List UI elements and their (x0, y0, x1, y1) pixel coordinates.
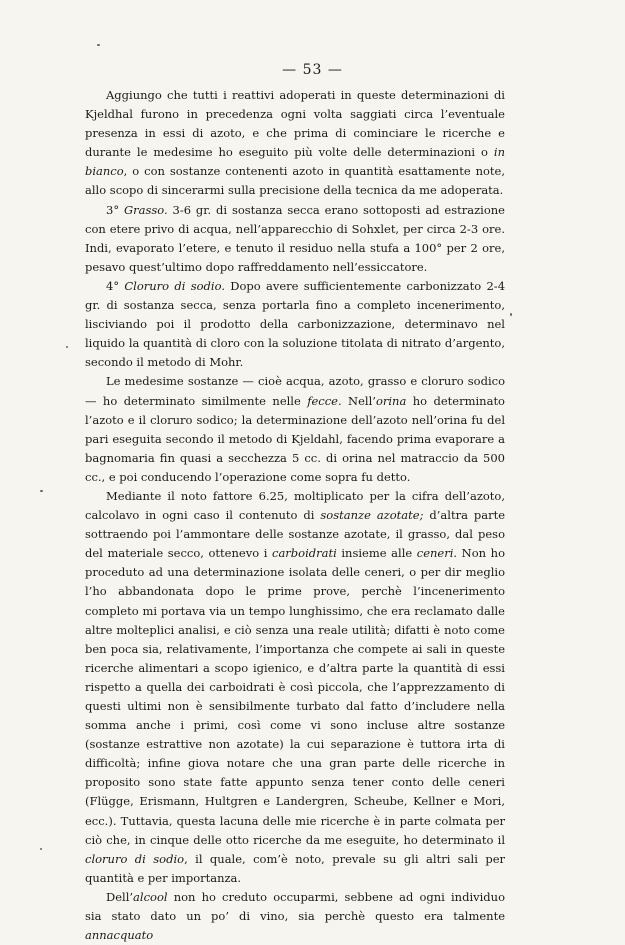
italic-term: cloruro di sodio (85, 851, 185, 866)
text-run: 4° (106, 278, 125, 293)
paragraph-feces-urine (85, 372, 505, 487)
italic-term: sostanze azotate; (320, 508, 424, 523)
paper-speck (40, 490, 43, 492)
paragraph-reagents (85, 86, 505, 201)
italic-term: Grasso. (123, 202, 168, 217)
italic-term: orina (375, 393, 407, 408)
text-run: , il quale, com’è noto, prevale su gli altri sali per quantità e per importanza. (85, 851, 505, 885)
text-run: . Non ho proceduto ad una determinazione isolata delle ceneri, o per dir meglio l’ho abbandonata dopo le prime prove, perchè l’incenerimento completo mi portava via un tempo lunghissimo, che era reclamato dalle altre molteplici analisi, e ciò senza una reale utilità; difatti è noto come ben poca sia, relativamente, l’importanza che compete ai sali in queste ricerche alimentari a scopo igienico, e d’altra parte la quantità di essi rispetto a quella dei carboidrati è così piccola, che l’apprezzamento di questi ultimi non è sensibilmente turbato dal fatto d’includere nella somma anche i primi, così come vi sono incluse altre sostanze (sostanze estrattive non azotate) la cui separazione è tuttora irta di difficoltà; infine giova notare che una gran parte delle ricerche in proposito sono state fatte appunto senza tener conto delle ceneri (Flügge, Erismann, Hultgren e Landergren, Scheube, Kellner e Mori, ecc.). Tuttavia, questa lacuna delle mie ricerche è in parte colmata per ciò che, in cinque delle otto ricerche da me eseguite, ho determinato il (85, 546, 505, 847)
paragraph-alcohol (85, 888, 505, 945)
italic-term: carboidrati (272, 546, 337, 561)
italic-term: ceneri (416, 546, 454, 561)
text-run: Aggiungo che tutti i reattivi adoperati in queste determinazioni di Kjeldhal furono in precedenza ogni volta saggiati circa l’eventuale presenza in essi di azoto, e che prima di cominciare le ricerche e durante le medesime ho eseguito più volte delle determinazioni o (85, 88, 505, 160)
italic-term: annacquato (85, 928, 154, 943)
text-run: ho determinato l’azoto e il cloruro sodico; la determinazione dell’azoto nell’orina fu del pari eseguita secondo il metodo di Kjeldahl, facendo prima evaporare a bagnomaria fin quasi a secchezza 5 cc. di orina nel matraccio da 500 cc., e poi conducendo l’operazione come sopra fu detto. (85, 393, 505, 484)
page-number: — 53 — (282, 62, 343, 78)
italic-term: Cloruro di sodio. (124, 278, 225, 293)
text-run: 3-6 gr. di sostanza secca erano sottoposti ad estrazione con etere privo di acqua, nell’apparecchio di Sohxlet, per circa 2-3 ore. Indi, evaporato l’etere, e tenuto il residuo nella stufa a 100° per 2 ore, pesavo quest’ultimo dopo raffreddamento nell’essiccatore. (85, 202, 505, 274)
text-run: insieme alle (336, 546, 417, 561)
text-run: Dell’ (106, 889, 134, 904)
text-run: Le medesime sostanze — cioè acqua, azoto, grasso e cloruro sodico — ho determinato similmente nelle (85, 374, 505, 408)
text-run: 3° (106, 202, 124, 217)
paper-speck (510, 313, 512, 316)
italic-term: in bianco (85, 145, 505, 179)
text-run: , o con sostanze contenenti azoto in quantità esattamente note, allo scopo di sincerarmi sulla precisione della tecnica da me adoperata. (85, 164, 505, 198)
paper-speck (66, 346, 68, 348)
text-run: . Nell’ (337, 393, 376, 408)
paragraph-calculation (85, 487, 505, 888)
body-text (85, 86, 505, 945)
text-run: Mediante il noto fattore 6.25, moltiplicato per la cifra dell’azoto, calcolavo in ogni caso il contenuto di (85, 488, 505, 523)
paper-speck (40, 848, 42, 850)
text-run: non ho creduto occuparmi, sebbene ad ogni individuo sia stato dato un po’ di vino, sia perchè questo era talmente (85, 889, 505, 924)
paragraph-fat (85, 201, 505, 277)
paper-speck (97, 44, 100, 46)
italic-term: alcool (133, 889, 168, 904)
text-run: Dopo avere sufficientemente carbonizzato 2-4 gr. di sostanza secca, senza portarla fino a completo incenerimento, lisciviando poi il prodotto della carbonizzazione, determinavo nel liquido la quantità di cloro con la soluzione titolata di nitrato d’argento, secondo il metodo di Mohr. (85, 278, 506, 370)
text-run: d’altra parte sottraendo poi l’ammontare delle sostanze azotate, il grasso, dal peso del materiale secco, ottenevo i (85, 508, 506, 561)
paragraph-sodium-chloride (85, 277, 505, 372)
italic-term: fecce (307, 393, 338, 408)
